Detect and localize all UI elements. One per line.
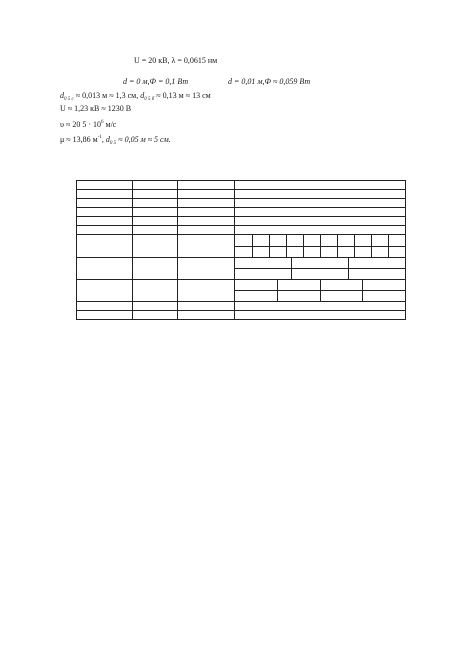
table-cell [235,302,406,311]
mu-value: μ ≈ 13,86 м [60,135,98,144]
d-symbol: d [105,135,110,144]
comma: , [101,135,104,144]
velocity-value: υ ≈ 20 5 · 10 [60,120,102,129]
velocity-unit: м/с [105,120,117,129]
table-cell [178,311,235,320]
table-cell [178,226,235,235]
table-row [77,311,406,320]
table-row [77,199,406,208]
table-cell [133,280,178,302]
formula-half-value-layers [60,91,211,105]
d-symbol: d [140,91,145,100]
table-cell [178,302,235,311]
table-cell [133,302,178,311]
table-cell [133,311,178,320]
table-cell [178,190,235,199]
table-cell [235,190,406,199]
formula-voltage-result: U ≈ 1,23 кВ ≈ 1230 В [60,104,132,113]
table-cell [235,199,406,208]
velocity-exponent: 6 [101,120,104,125]
table-row [77,181,406,190]
table-cell [133,258,178,280]
formula-voltage-wavelength: U = 20 кВ, λ = 0,0615 нм [134,56,218,65]
table-cell [178,199,235,208]
table-cell [178,258,235,280]
formula-flux-d0: d = 0 м,Ф = 0,1 Вт [123,77,189,86]
table-cell [178,208,235,217]
table-cell [77,208,133,217]
subgrid-3x2 [235,258,405,279]
formula-flux-d001: d = 0,01 м,Ф ≈ 0,059 Вт [228,77,311,86]
table-cell [235,208,406,217]
d-symbol: d [60,91,64,100]
table-row [77,226,406,235]
table-cell [77,258,133,280]
table-cell [133,190,178,199]
subgrid-10x2 [235,235,405,257]
table-row [77,217,406,226]
table-cell [235,217,406,226]
table-cell [178,181,235,190]
table-cell [133,217,178,226]
table-cell-split [235,235,406,258]
d-value: ≈ 0,13 м ≈ 13 см [156,91,211,100]
table-cell [178,235,235,258]
d-subscript: 0 5 [109,141,117,146]
table-cell [133,208,178,217]
table-cell [77,181,133,190]
table-row [77,302,406,311]
table-cell [77,311,133,320]
empty-grid-table [76,180,406,320]
table-cell [178,217,235,226]
table-cell [133,181,178,190]
table-cell [77,217,133,226]
table-cell [77,280,133,302]
table-row [77,258,406,280]
table-row [77,190,406,199]
table-row [77,235,406,258]
d-subscript: 0 5 б [144,97,155,102]
table-cell [77,235,133,258]
table-cell-split [235,258,406,280]
d-value: ≈ 0,013 м ≈ 1,3 см, [75,91,139,100]
formula-velocity [60,118,116,130]
table-cell [77,190,133,199]
table-cell [235,311,406,320]
d-subscript: 0 5 c [64,97,74,102]
table-cell [133,199,178,208]
table-cell [77,302,133,311]
subgrid-4x2 [235,280,405,301]
table-cell [178,280,235,302]
table-cell [77,199,133,208]
table-cell [235,181,406,190]
table-cell [235,226,406,235]
table-cell [133,226,178,235]
formula-attenuation [60,133,171,149]
attenuation-result: ≈ 0,05 м ≈ 5 см. [118,135,171,144]
mu-exponent: -1 [97,135,102,140]
table-cell-split [235,280,406,302]
table-cell [133,235,178,258]
table-row [77,208,406,217]
table-cell [77,226,133,235]
table-row [77,280,406,302]
